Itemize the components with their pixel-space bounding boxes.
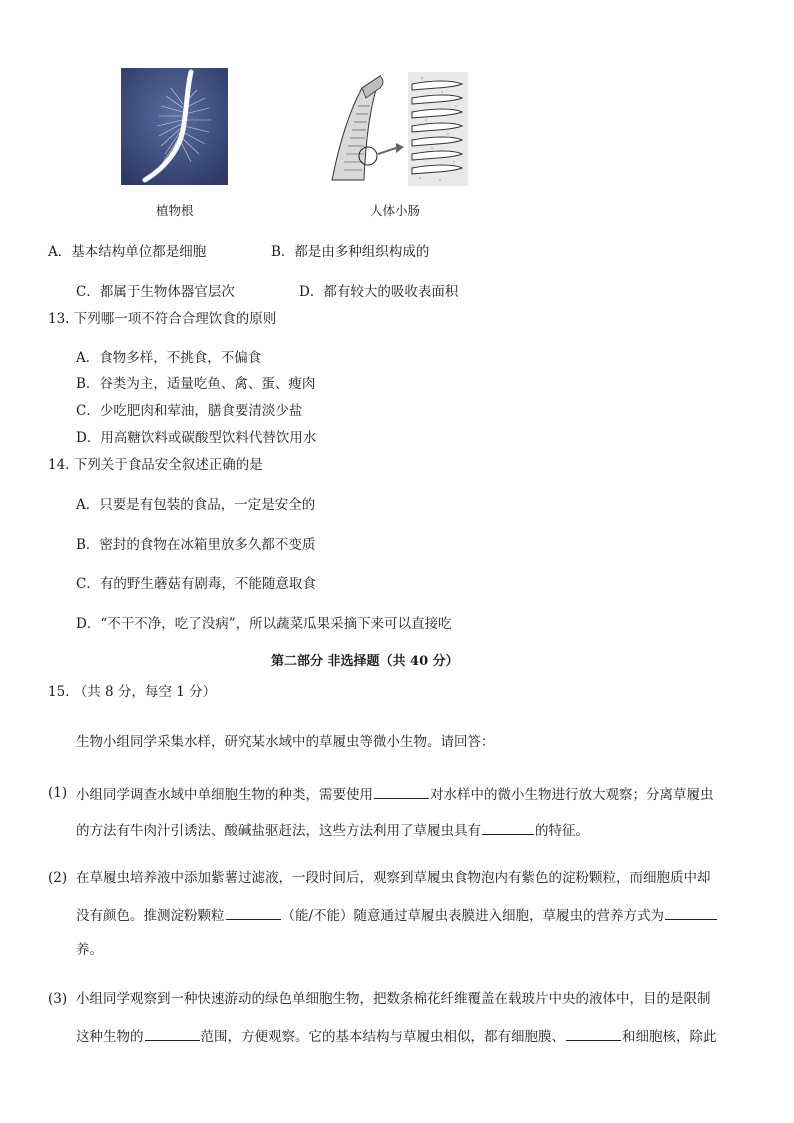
q12-option-d: D．都有较大的吸收表面积 — [299, 284, 459, 300]
q15-part3-text-b: 范围，方便观察。它的基本结构与草履虫相似，都有细胞膜、 — [200, 1029, 565, 1045]
q15-part1-line1 — [76, 784, 714, 804]
q15-part3-text-a: 这种生物的 — [76, 1029, 144, 1045]
part2-title: 第二部分 非选择题（共 40 分） — [271, 654, 459, 669]
plant-root-caption: 植物根 — [156, 203, 194, 218]
q15-part1-text-a: 小组同学调查水域中单细胞生物的种类，需要使用 — [76, 787, 373, 803]
q15-part1-text-b: 对水样中的微小生物进行放大观察；分离草履虫 — [430, 787, 714, 803]
answer-blank[interactable] — [374, 784, 429, 799]
q14-option-b: B．密封的食物在冰箱里放多久都不变质 — [76, 537, 316, 553]
q15-part2-text-a: 没有颜色。推测淀粉颗粒 — [76, 908, 225, 924]
q15-part3-line2 — [76, 1026, 717, 1046]
answer-blank[interactable] — [226, 905, 281, 920]
q14-option-a: A．只要是有包装的食品，一定是安全的 — [76, 497, 316, 513]
q13-option-d: D．用高糖饮料或碳酸型饮料代替饮用水 — [76, 430, 317, 446]
small-intestine-figure — [322, 70, 470, 188]
q15-part2-line2 — [76, 905, 718, 925]
q12-option-a: A．基本结构单位都是细胞 — [48, 244, 207, 260]
answer-blank[interactable] — [665, 905, 717, 920]
q13-option-b: B．谷类为主，适量吃鱼、禽、蛋、瘦肉 — [76, 376, 316, 392]
q14-stem: 14. 下列关于食品安全叙述正确的是 — [48, 457, 263, 473]
answer-blank[interactable] — [566, 1026, 621, 1041]
q13-stem: 13. 下列哪一项不符合合理饮食的原则 — [48, 311, 277, 327]
q15-part1-label: (1) — [48, 785, 68, 801]
q15-part1-text-d: 的特征。 — [535, 823, 589, 839]
q15-part2-line3: 养。 — [76, 942, 103, 958]
answer-blank[interactable] — [145, 1026, 200, 1041]
q15-part3-text-c: 和细胞核，除此 — [622, 1029, 717, 1045]
small-intestine-caption: 人体小肠 — [370, 203, 421, 218]
q15-part2-line1: 在草履虫培养液中添加紫薯过滤液，一段时间后，观察到草履虫食物泡内有紫色的淀粉颗粒，而细胞质中却 — [76, 870, 711, 886]
q15-part1-text-c: 的方法有牛肉汁引诱法、酸碱盐驱赶法，这些方法利用了草履虫具有 — [76, 823, 481, 839]
plant-root-figure — [121, 68, 228, 185]
q14-option-c: C．有的野生蘑菇有剧毒，不能随意取食 — [76, 576, 316, 592]
q14-option-d: D．“不干不净，吃了没病”，所以蔬菜瓜果采摘下来可以直接吃 — [76, 616, 452, 632]
q15-part3-line1: 小组同学观察到一种快速游动的绿色单细胞生物，把数条棉花纤维覆盖在载玻片中央的液体中，目的是限制 — [76, 991, 711, 1007]
q12-option-b: B．都是由多种组织构成的 — [271, 244, 430, 260]
q15-part3-label: (3) — [48, 991, 68, 1007]
q13-option-c: C．少吃肥肉和荤油，膳食要清淡少盐 — [76, 403, 303, 419]
q12-option-c: C．都属于生物体器官层次 — [76, 284, 235, 300]
q15-intro: 生物小组同学采集水样，研究某水域中的草履虫等微小生物。请回答： — [76, 734, 495, 750]
q15-header: 15. （共 8 分，每空 1 分） — [48, 684, 217, 700]
answer-blank[interactable] — [482, 820, 534, 835]
q15-part2-text-b: （能/不能）随意通过草履虫表膜进入细胞，草履虫的营养方式为 — [281, 908, 665, 924]
q15-part2-label: (2) — [48, 870, 68, 886]
q15-part1-line2 — [76, 820, 589, 840]
q13-option-a: A．食物多样，不挑食，不偏食 — [76, 350, 262, 366]
